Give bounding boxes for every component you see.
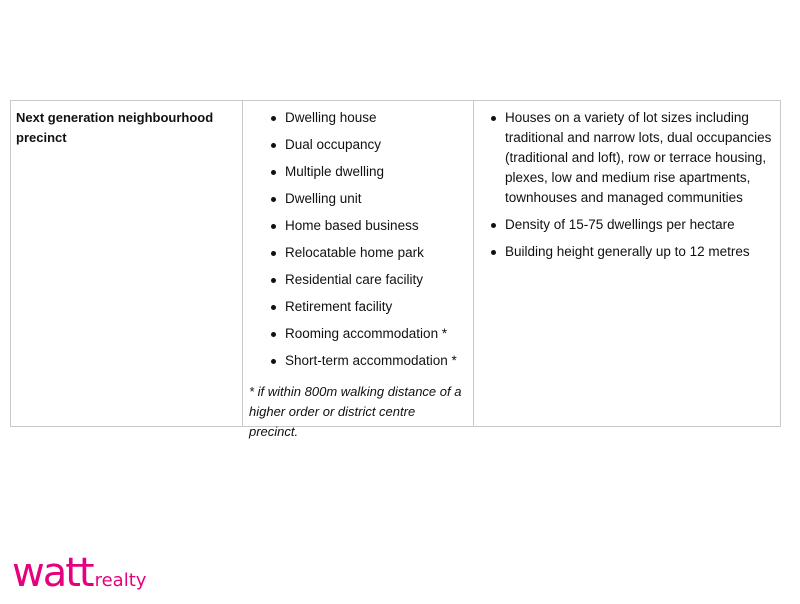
list-item: Dwelling unit bbox=[249, 189, 467, 209]
list-item: Dwelling house bbox=[249, 108, 467, 128]
watt-realty-logo bbox=[12, 550, 146, 596]
list-item: Rooming accommodation * bbox=[249, 324, 467, 344]
list-item: Houses on a variety of lot sizes including traditional and narrow lots, dual occupancies (traditional and loft), row or terrace housing, plexes, low and medium rise apartments, townhouses and managed communities bbox=[483, 108, 774, 208]
precinct-name-cell bbox=[11, 101, 243, 426]
intent-notes-cell bbox=[474, 101, 780, 426]
list-item: Building height generally up to 12 metres bbox=[483, 242, 774, 262]
list-item: Dual occupancy bbox=[249, 135, 467, 155]
permitted-uses-cell bbox=[243, 101, 474, 439]
list-item: Home based business bbox=[249, 216, 467, 236]
uses-footnote: * if within 800m walking distance of a higher order or district centre precinct. bbox=[249, 384, 462, 439]
intent-notes-list bbox=[483, 108, 774, 262]
list-item: Multiple dwelling bbox=[249, 162, 467, 182]
list-item: Retirement facility bbox=[249, 297, 467, 317]
list-item: Residential care facility bbox=[249, 270, 467, 290]
precinct-name: Next generation neighbourhood precinct bbox=[16, 110, 214, 145]
logo-wordmark: watt bbox=[12, 550, 93, 596]
list-item: Relocatable home park bbox=[249, 243, 467, 263]
precinct-table bbox=[10, 100, 781, 439]
permitted-uses-list bbox=[249, 108, 467, 371]
list-item: Density of 15-75 dwellings per hectare bbox=[483, 215, 774, 235]
logo-subtext: realty bbox=[94, 570, 147, 591]
list-item: Short-term accommodation * bbox=[249, 351, 467, 371]
